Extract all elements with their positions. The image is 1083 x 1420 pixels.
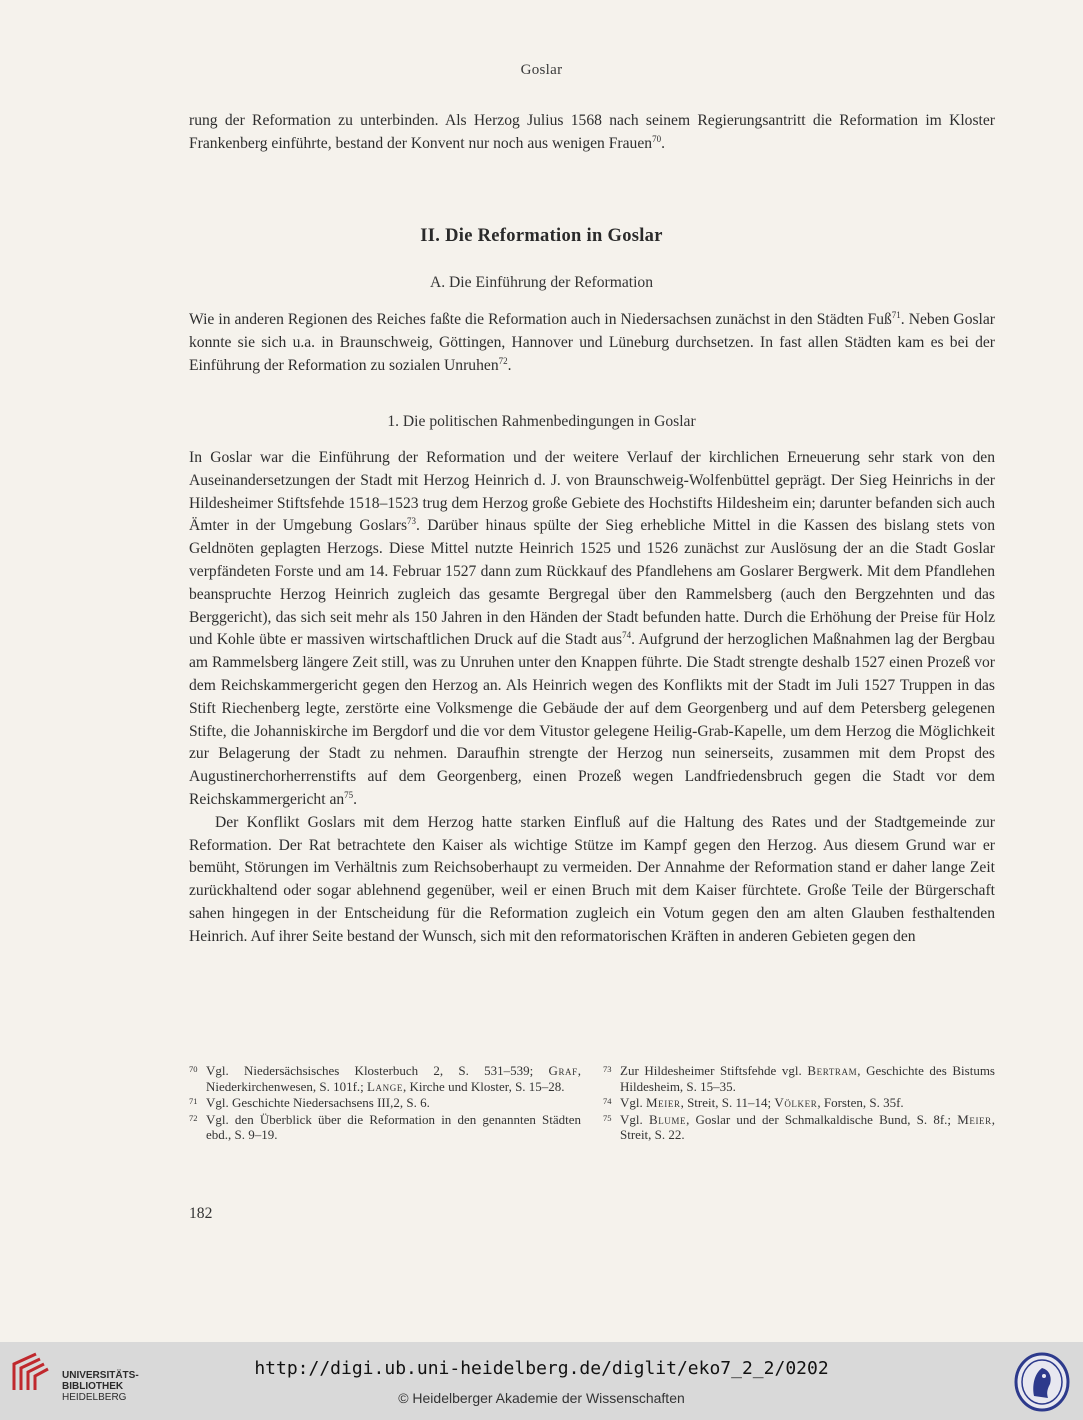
- fn-part: , Forsten, S. 35f.: [817, 1095, 904, 1111]
- para1-b: . Neben Goslar konnte sie sich u.a. in Braunschweig, Göttingen, Hannover und Lüneburg durchsetzen. In fast allen Städten kam es bei der Einführung der Reformation zu sozialen Unruhen: [189, 311, 996, 374]
- fn-part: , Geschichte des Bistums Hildesheim, S. 15–35.: [620, 1063, 995, 1094]
- footnote-text: [620, 1095, 995, 1111]
- para2-a: In Goslar war die Einführung der Reformation und der weitere Verlauf der kirchlichen Erneuerung sehr stark von den Auseinandersetzungen der Stadt mit Herzog Heinrich d. J. von Braunschweig-Wolfenbüttel geprägt. Der Sieg Heinrichs in der Hildesheimer Stiftsfehde 1518–1523 trug dem Herzog große Gebiete des Hochstifts Hildesheim ein; darunter befanden sich auch Ämter in der Umgebung Goslars: [189, 449, 995, 535]
- footnote-number: 74: [603, 1096, 612, 1107]
- fn-author: Völker: [774, 1095, 818, 1111]
- subsection-title: 1. Die politischen Rahmenbedingungen in Goslar: [387, 413, 696, 430]
- section-title: A. Die Einführung der Reformation: [429, 274, 654, 291]
- footnote-ref-72[interactable]: 72: [498, 355, 508, 366]
- footnotes-left-column: [189, 1063, 581, 1144]
- fn-author: Meier: [957, 1111, 992, 1127]
- footnote-text: Vgl. den Überblick über die Reformation in den genannten Städten ebd., S. 9–19.: [206, 1111, 581, 1143]
- footnote-72: [189, 1112, 581, 1143]
- logo-line-1: UNIVERSITÄTS-: [62, 1370, 139, 1381]
- footnote-number: 70: [189, 1064, 198, 1074]
- fn-part: , Goslar und der Schmalkaldische Bund, S. 8f.;: [686, 1111, 958, 1127]
- fn-part: Vgl.: [620, 1095, 646, 1111]
- permalink-url[interactable]: http://digi.ub.uni-heidelberg.de/diglit/eko7_2_2/0202: [254, 1358, 829, 1379]
- footnote-ref-71[interactable]: 71: [891, 310, 901, 320]
- fn-part: , Kirche und Kloster, S. 15–28.: [402, 1078, 565, 1094]
- para2-b: . Darüber hinaus spülte der Sieg erhebliche Mittel in die Kassen des bislang stets von Geldnöten geplagten Herzogs. Diese Mittel nutzte Heinrich 1525 und 1526 zunächst zur Auslösung der an die Stadt Goslar verpfändeten Forste und am 14. Februar 1527 dann zum Rückkauf des Pfandlehens am Goslarer Bergwerk. Mit dem Pfandlehen beanspruchte Herzog Heinrich zugleich das gesamte Bergregal über den Rammelsberg (auch den Bergzehnten und das Berggericht), das sich seit mehr als 150 Jahren in den Händen der Stadt befunden hatte. Durch die Erhöhung der Preise für Holz und Kohle übte er massiven wirtschaftlichen Druck auf die Stadt aus: [189, 517, 995, 649]
- copyright-notice: © Heidelberger Akademie der Wissenschaften: [398, 1390, 685, 1406]
- page-number: 182: [189, 1205, 213, 1222]
- footnote-70: [189, 1063, 581, 1094]
- footnote-number: 71: [189, 1096, 198, 1107]
- fn-part: Vgl.: [620, 1111, 649, 1127]
- academy-seal: [1014, 1352, 1070, 1412]
- para1-c: .: [507, 356, 512, 374]
- footnote-ref-73[interactable]: 73: [407, 516, 417, 527]
- footnote-ref-74[interactable]: 74: [622, 630, 632, 641]
- running-head: Goslar: [520, 62, 563, 78]
- footnote-text: [206, 1063, 581, 1094]
- fn-author: Bertram: [807, 1063, 858, 1078]
- footnote-75: [603, 1112, 995, 1143]
- viewer-footer: [0, 1342, 1083, 1420]
- footnotes-right-column: [603, 1063, 995, 1144]
- logo-line-3: HEIDELBERG: [62, 1392, 127, 1403]
- footnote-ref-75[interactable]: 75: [344, 789, 354, 800]
- intro-paragraph: [189, 110, 995, 156]
- para1-a: Wie in anderen Regionen des Reiches faßte die Reformation auch in Niedersachsen zunächst in den Städten Fuß: [189, 311, 892, 328]
- intro-end: .: [661, 134, 665, 152]
- paragraph-2: [189, 447, 995, 949]
- fn-part: , Streit, S. 22.: [620, 1111, 996, 1143]
- footnotes: [189, 1063, 995, 1144]
- footnote-text: [620, 1112, 995, 1143]
- para2-d: .: [353, 790, 358, 808]
- footnote-text: Vgl. Geschichte Niedersachsens III,2, S. 6.: [206, 1095, 430, 1111]
- fn-part: Zur Hildesheimer Stiftsfehde vgl.: [620, 1063, 808, 1078]
- footnote-number: 73: [603, 1064, 612, 1074]
- footnote-number: 75: [603, 1112, 612, 1123]
- intro-text: rung der Reformation zu unterbinden. Als Herzog Julius 1568 nach seinem Regierungsantritt die Reformation im Kloster Frankenberg einführte, bestand der Konvent nur noch aus wenigen Frauen: [189, 112, 995, 152]
- footnote-text: [620, 1063, 995, 1094]
- footnote-ref-70[interactable]: 70: [652, 133, 662, 144]
- footnote-71: [189, 1095, 581, 1111]
- paragraph-1: [189, 309, 995, 377]
- footnote-73: [603, 1063, 995, 1094]
- fn-author: Meier: [646, 1095, 681, 1111]
- academy-seal-icon: [1014, 1352, 1070, 1412]
- logo-line-2: BIBLIOTHEK: [62, 1381, 124, 1392]
- paragraph-3: Der Konflikt Goslars mit dem Herzog hatte starken Einfluß auf die Haltung des Rates und der Stadtgemeinde zur Reformation. Der Rat betrachtete den Kaiser als wichtige Stütze im Kampf gegen den Herzog. Aus diesem Grund war er bemüht, Störungen im Verhältnis zum Reichsoberhaupt zu vermeiden. Der Annahme der Reformation stand er daher lange Zeit zurückhaltend oder sogar ablehnend gegenüber, weil er einen Bruch mit dem Kaiser fürchtete. Große Teile der Bürgerschaft sahen hingegen in der Entscheidung für die Reformation zugleich ein Votum gegen den am alten Glauben festhaltenden Heinrich. Auf ihrer Seite bestand der Wunsch, sich mit den reformatorischen Kräften in anderen Gebieten gegen den: [189, 813, 995, 945]
- fn-part: , Niederkirchenwesen, S. 101f.;: [206, 1063, 581, 1094]
- para2-c: . Aufgrund der herzoglichen Maßnahmen lag der Bergbau am Rammelsberg längere Zeit still, was zu Unruhen unter den Knappen führte. Die Stadt strengte deshalb 1527 einen Prozeß vor dem Reichskammergericht gegen den Herzog an. Als Heinrich wegen des Konflikts mit der Stadt im Juli 1527 Truppen in das Stift Riechenberg legte, zerstörte eine Volksmenge die Gebäude der auf dem Georgenberg und auf dem Petersberg gelegenen Stifte, die Johanniskirche im Bergdorf und die vor dem Vitustor gelegene Heilig-Grab-Kapelle, um dem Herzog die Möglichkeit zur Belagerung der Stadt zu nehmen. Daraufhin strengte der Herzog nun seinerseits, zusammen mit dem Propst des Augustinerchorherrenstifts auf dem Georgenberg, einen Prozeß wegen Landfriedensbruch gegen die Stadt vor dem Reichskammergericht an: [189, 631, 995, 808]
- fn-part: , Streit, S. 11–14;: [680, 1095, 775, 1111]
- fn-author: Blume: [648, 1111, 687, 1127]
- fn-author: Lange: [367, 1078, 403, 1094]
- fn-author: Graf: [548, 1063, 578, 1078]
- footnote-number: 72: [189, 1112, 198, 1123]
- footnote-74: [603, 1095, 995, 1111]
- fn-part: Vgl. Niedersächsisches Klosterbuch 2, S. 531–539;: [206, 1063, 549, 1078]
- chapter-title: II. Die Reformation in Goslar: [420, 226, 663, 246]
